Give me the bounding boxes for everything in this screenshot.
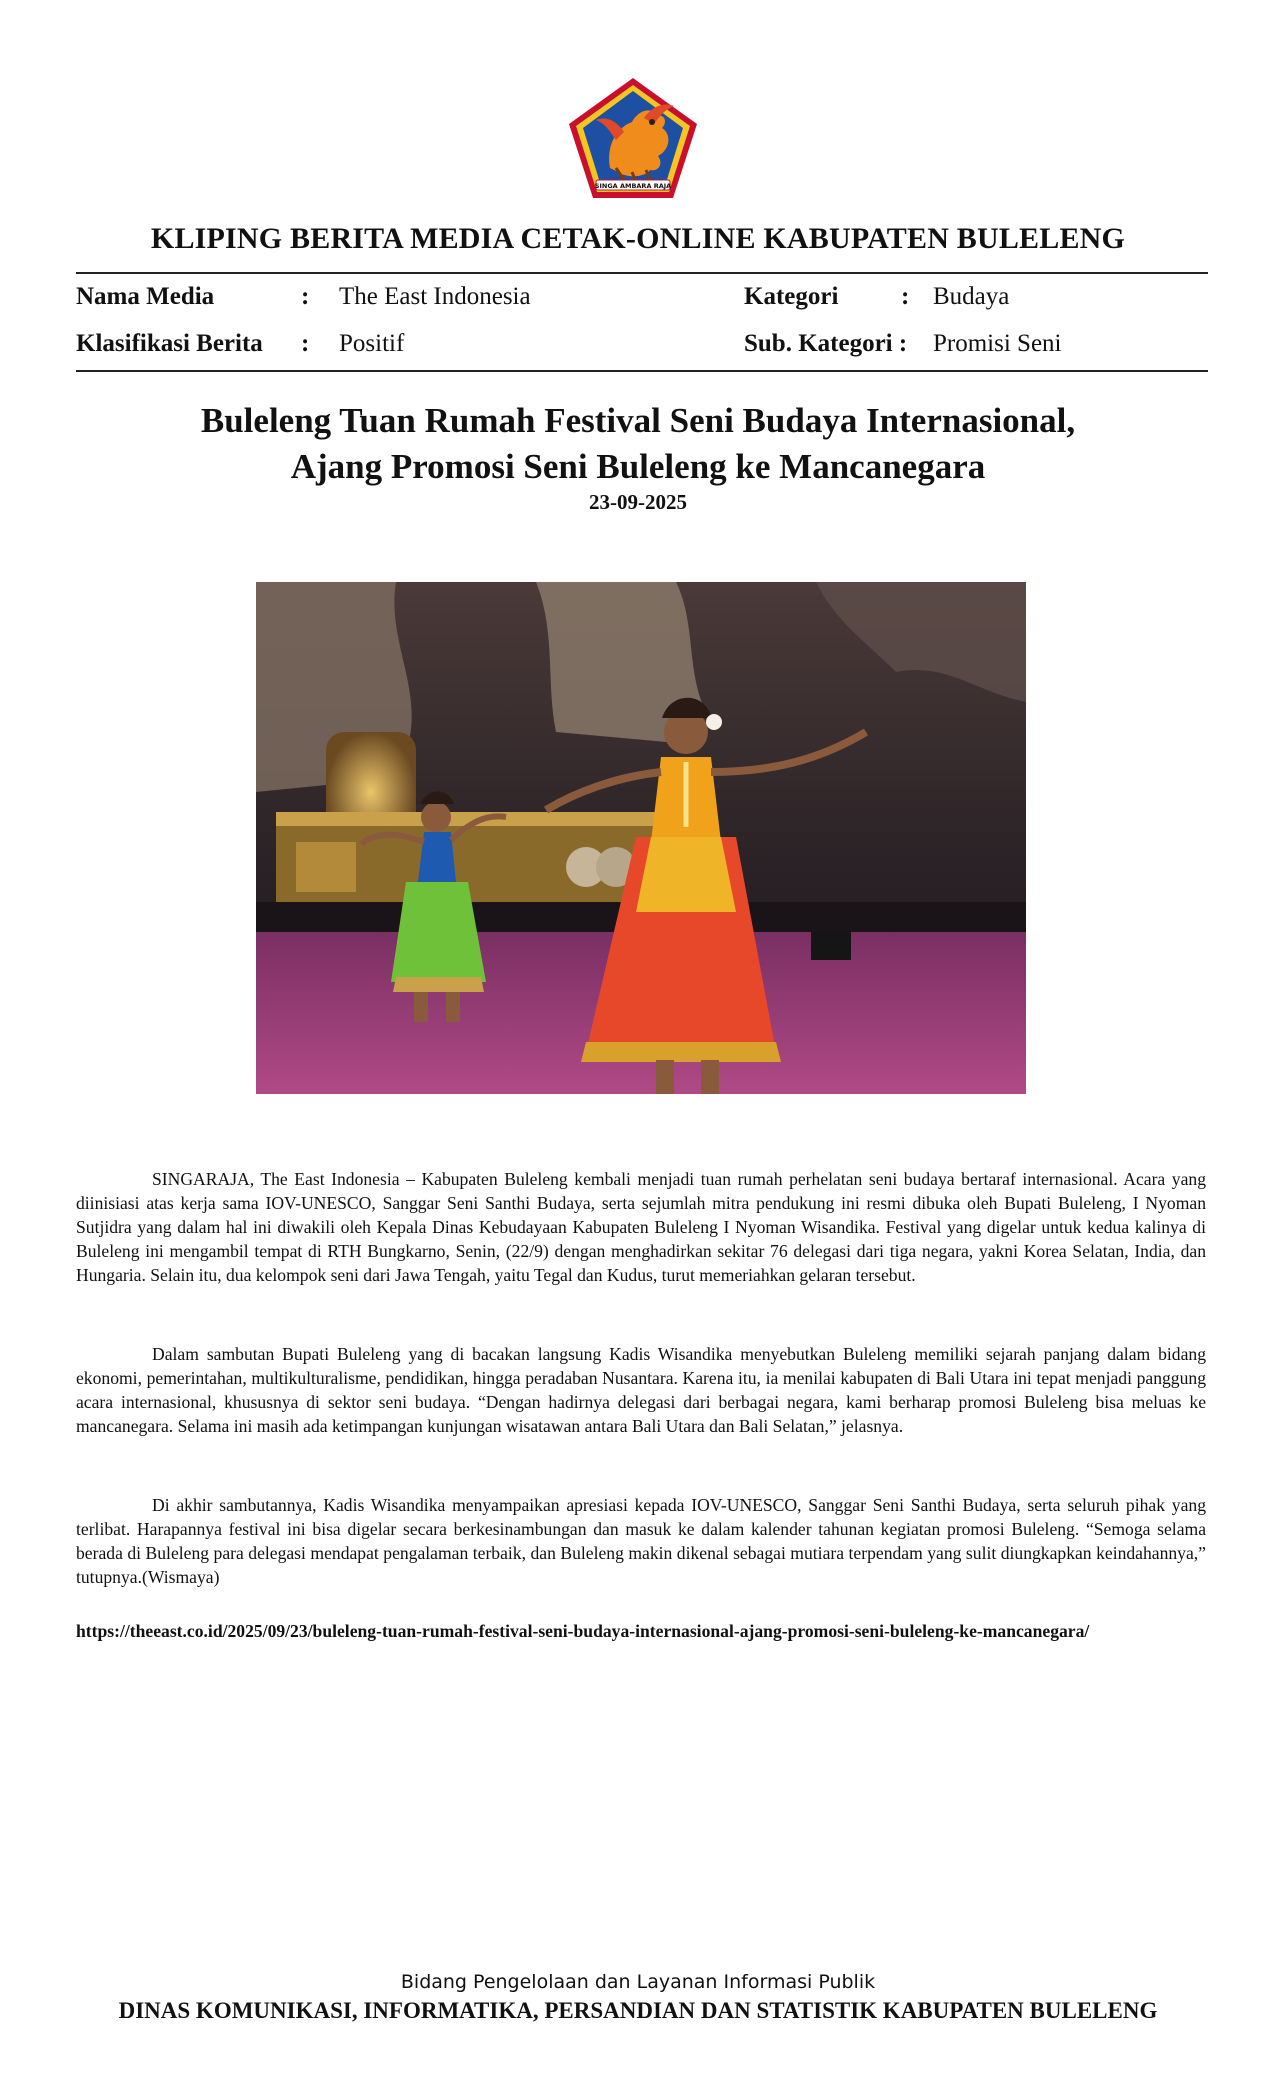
header-divider-top [76,272,1208,274]
subcategory-value: Promisi Seni [933,330,1062,357]
category-label: Kategori [744,283,839,310]
subcategory-label: Sub. Kategori : [744,330,908,357]
article-paragraph-2: Dalam sambutan Bupati Buleleng yang di bacakan langsung Kadis Wisandika menyebutkan Buleleng memiliki sejarah panjang dalam bidang ekonomi, pemerintahan, multikulturalisme, pendidikan, hingga peradaban Nusantara. Karena itu, ia menilai kabupaten di Bali Utara ini tepat menjadi panggung acara internasional, khususnya di sektor seni budaya. “Dengan hadirnya delegasi dari berbagai negara, kami berharap promosi Buleleng bisa meluas ke mancanegara. Selama ini masih ada ketimpangan kunjungan wisatawan antara Bali Utara dan Bali Selatan,” jelasnya. [76,1344,1206,1436]
media-name-value: The East Indonesia [339,283,531,310]
article-title-line1: Buleleng Tuan Rumah Festival Seni Budaya Internasional, [200,401,1076,440]
article-paragraph-1: SINGARAJA, The East Indonesia – Kabupaten Buleleng kembali menjadi tuan rumah perhelatan seni budaya bertaraf internasional. Acara yang diinisiasi atas kerja sama IOV-UNESCO, Sanggar Seni Santhi Budaya, serta sejumlah mitra pendukung ini resmi dibuka oleh Bupati Buleleng, I Nyoman Sutjidra yang dalam hal ini diwakili oleh Kepala Dinas Kebudayaan Kabupaten Buleleng I Nyoman Wisandika. Festival yang digelar untuk kedua kalinya di Buleleng ini mengambil tempat di RTH Bungkarno, Senin, (22/9) dengan menghadirkan sekitar 76 delegasi dari tiga negara, yakni Korea Selatan, India, dan Hungaria. Selain itu, dua kelompok seni dari Jawa Tengah, yaitu Tegal dan Kudus, turut memeriahkan gelaran tersebut. [76,1169,1206,1285]
media-colon: : [301,283,310,310]
header-divider-bottom [76,370,1208,372]
media-name-label: Nama Media [76,283,215,310]
footer-department: Bidang Pengelolaan dan Layanan Informasi Publik [400,1971,876,1993]
article-title-line2: Ajang Promosi Seni Buleleng ke Mancanegara [290,447,986,486]
page-header-title: KLIPING BERITA MEDIA CETAK-ONLINE KABUPATEN BULELENG [150,222,1126,255]
category-colon: : [901,283,910,310]
buleleng-emblem-logo [566,76,700,200]
article-date: 23-09-2025 [589,490,687,514]
classification-colon: : [301,330,310,357]
classification-value: Positif [339,330,405,357]
source-url-link[interactable]: https://theeast.co.id/2025/09/23/buleleng-tuan-rumah-festival-seni-budaya-internasional-ajang-promosi-seni-buleleng-ke-mancanegara/ [76,1621,1090,1641]
classification-label: Klasifikasi Berita [76,330,263,357]
article-title [76,398,1200,490]
logo-motto: SINGA AMBARA RAJA [594,182,672,190]
footer-office-name: DINAS KOMUNIKASI, INFORMATIKA, PERSANDIAN DAN STATISTIK KABUPATEN BULELENG [118,1998,1158,2023]
article-photo-dancers [256,582,1026,1094]
category-value: Budaya [933,283,1010,310]
article-paragraph-3: Di akhir sambutannya, Kadis Wisandika menyampaikan apresiasi kepada IOV-UNESCO, Sanggar Seni Santhi Budaya, serta seluruh pihak yang terlibat. Harapannya festival ini bisa digelar secara berkesinambungan dan masuk ke dalam kalender tahunan kegiatan promosi Buleleng. “Semoga selama berada di Buleleng para delegasi mendapat pengalaman terbaik, dan Buleleng makin dikenal sebagai mutiara terpendam yang sulit diungkapkan keindahannya,” tutupnya.(Wismaya) [76,1495,1206,1587]
